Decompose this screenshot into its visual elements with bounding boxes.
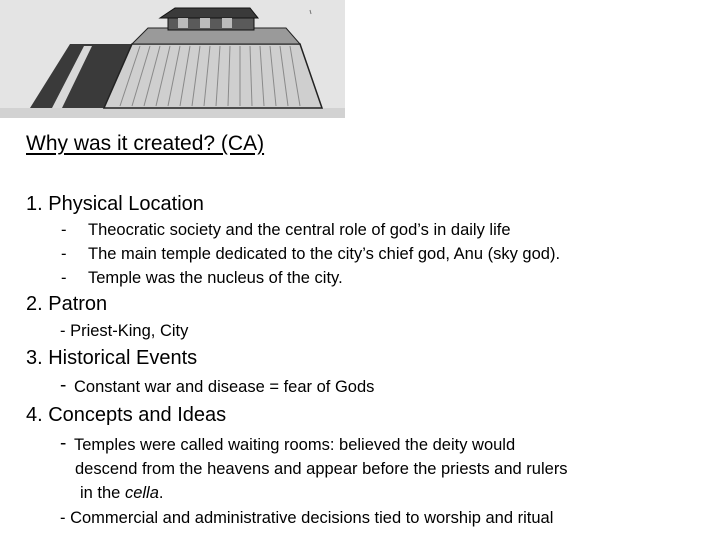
bullet-item: Theocratic society and the central role of god’s in daily life [88, 221, 511, 239]
section-physical-location-heading: 1. Physical Location [26, 193, 204, 215]
historical-events-line: Constant war and disease = fear of Gods [74, 378, 375, 396]
concepts-line: - Commercial and administrative decisions tied to worship and ritual [60, 509, 554, 527]
concepts-line: in the cella. [80, 484, 164, 502]
bullet-dash: - [60, 375, 67, 396]
bullet-dash: - [61, 269, 67, 287]
concepts-line: Temples were called waiting rooms: believed the deity would [74, 436, 516, 454]
ziggurat-illustration [0, 0, 345, 118]
cella-term: cella [124, 484, 159, 502]
slide-title: Why was it created? (CA) [26, 132, 265, 155]
concepts-line: descend from the heavens and appear before the priests and rulers [75, 460, 568, 478]
section-concepts-heading: 4. Concepts and Ideas [26, 404, 227, 426]
bullet-dash: - [61, 221, 67, 239]
section-patron-heading: 2. Patron [26, 293, 108, 315]
bullet-dash: - [60, 433, 67, 454]
section-historical-events-heading: 3. Historical Events [26, 347, 198, 369]
patron-line: - Priest-King, City [60, 322, 189, 340]
bullet-dash: - [61, 245, 67, 263]
bullet-item: The main temple dedicated to the city’s chief god, Anu (sky god). [88, 245, 561, 263]
bullet-item: Temple was the nucleus of the city. [88, 269, 343, 287]
